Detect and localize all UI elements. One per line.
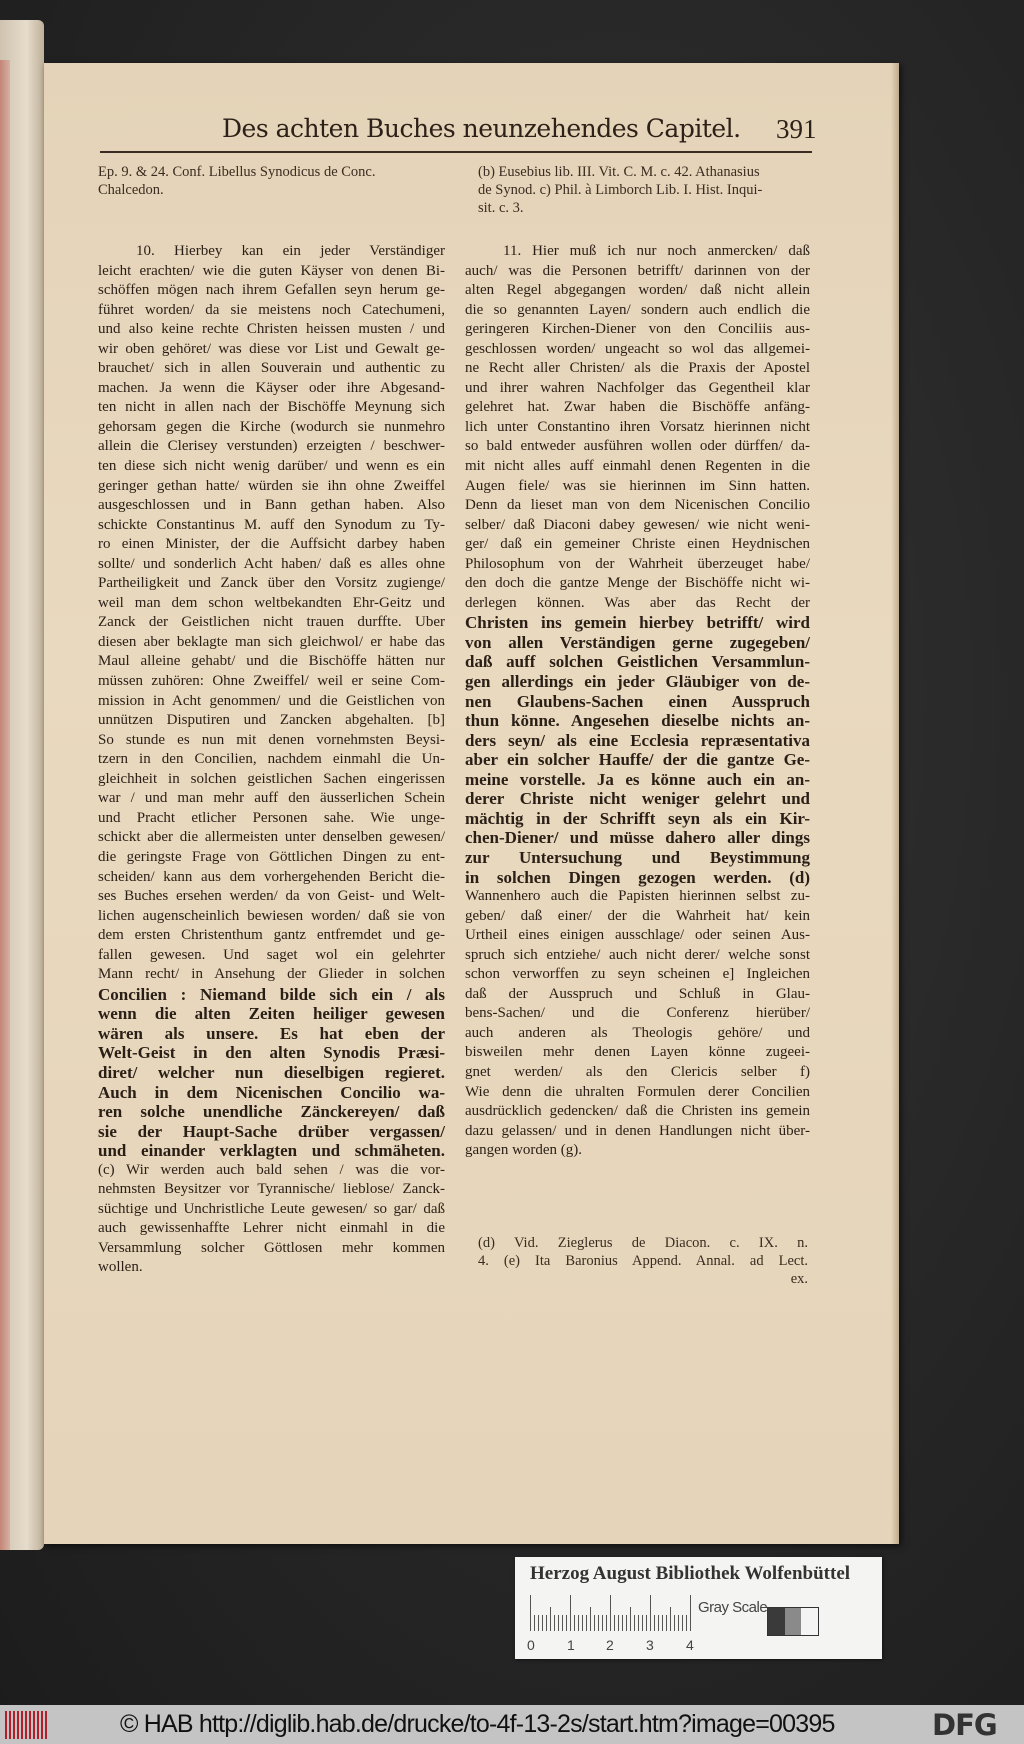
text-line: selber/ daß Diaconi dabey gewesen/ wie nicht weni- — [465, 516, 810, 533]
text-line: 10. Hierbey kan ein jeder Verständiger — [136, 243, 445, 259]
ruler-tick — [646, 1615, 647, 1631]
footnote-line: (b) Eusebius lib. III. Vit. C. M. c. 42. Athanasius — [478, 164, 760, 180]
text-line: wollen. — [98, 1259, 143, 1276]
text-line: Urtheil eines einigen ausschlage/ oder seinen Aus- — [465, 927, 810, 944]
ruler-tick — [658, 1615, 659, 1631]
text-line: und also keine rechte Christen heissen musten / und — [98, 321, 445, 338]
text-line: sollte/ und sonderlich Acht haben/ daß es alles ohne — [98, 555, 445, 572]
text-line: unnützen Disputiren und Zancken abgehalten. [b] — [98, 712, 445, 729]
text-line: thun könne. Angesehen dieselbe nichts an- — [465, 711, 810, 731]
running-head: Des achten Buches neunzehendes Capitel. — [222, 114, 741, 143]
text-line: auch anderen als Theologis gehöre/ und — [465, 1024, 810, 1041]
text-line: Versammlung solcher Göttlosen mehr kommen — [98, 1239, 445, 1256]
text-line: leicht erachten/ wie die guten Käyser von denen Bi- — [98, 262, 445, 279]
ruler-tick — [562, 1615, 563, 1631]
ruler-tick — [634, 1615, 635, 1631]
text-line: die geringste Frage von Göttlichen Dingen zu ent- — [98, 848, 445, 865]
text-line: auch gewissenhaffte Lehrer nicht einmahl in die — [98, 1220, 445, 1237]
text-line: ders seyn/ als eine Ecclesia repræsentativa — [465, 730, 810, 750]
text-line: Wie denn die uhralten Formulen derer Concilien — [465, 1083, 810, 1100]
text-line: wenn die alten Zeiten heiliger gewesen — [98, 1004, 445, 1024]
ruler-tick — [586, 1615, 587, 1631]
text-line: bens-Sachen/ und die Conferenz hierüber/ — [465, 1005, 810, 1022]
text-line: gelehret hat. Zwar haben die Bischöffe anfäng- — [465, 399, 810, 416]
text-line: Zanck der Geistlichen nicht trauen durffte. Uber — [98, 614, 445, 631]
ruler-tick — [642, 1615, 643, 1631]
catchword: ex. — [790, 1271, 808, 1287]
ruler-tick — [574, 1615, 575, 1631]
ruler-tick — [610, 1595, 611, 1631]
text-line: Partheiligkeit und Zanck über den Vorsitz zugienge/ — [98, 575, 445, 592]
gray-swatch — [768, 1608, 785, 1635]
text-line: mächtig in der Schrifft seyn als ein Kir- — [465, 808, 810, 828]
ruler-tick — [682, 1615, 683, 1631]
text-line: gen allerdings ein jeder Gläubiger von de- — [465, 672, 810, 692]
text-line: ausgeschlossen und in Bann gethan haben. Also — [98, 497, 445, 514]
text-line: ausdrücklich gedencken/ daß die Christen ins gemein — [465, 1103, 810, 1120]
gray-swatch — [785, 1608, 802, 1635]
text-line: müssen zuhören: Ohne Zweiffel/ weil er seine Com- — [98, 673, 445, 690]
text-line: chen-Diener/ und müsse dahero aller dings — [465, 828, 810, 848]
ruler-tick — [622, 1615, 623, 1631]
bottom-footnote-right — [478, 1234, 808, 1288]
ruler-tick — [654, 1615, 655, 1631]
ruler-number: 4 — [686, 1637, 694, 1653]
footer-bar — [0, 1705, 1024, 1744]
ruler-number: 0 — [527, 1637, 535, 1653]
text-line: ten diese sich nicht wenig darüber/ und wenn es ein — [98, 458, 445, 475]
text-line: zur Untersuchung und Beystimmung — [465, 847, 810, 867]
ruler-tick — [602, 1615, 603, 1631]
text-line: machen. Ja wenn die Käyser oder ihre Abgesand- — [98, 379, 445, 396]
ruler-tick — [638, 1615, 639, 1631]
gray-swatch — [801, 1608, 818, 1635]
text-line: lichen augenscheinlich bewiesen worden/ daß sie von — [98, 907, 445, 924]
ruler-tick — [530, 1595, 531, 1631]
ruler-tick — [578, 1615, 579, 1631]
ruler-tick — [674, 1615, 675, 1631]
text-line: tzern in den Concilien, nachdem einmahl die Un- — [98, 751, 445, 768]
text-line: Philosophum von der Wahrheit überzeuget habe/ — [465, 555, 810, 572]
text-line: süchtige und Unchristliche Leute gewesen/ so gar/ daß — [98, 1200, 445, 1217]
footnote-line: de Synod. c) Phil. à Limborch Lib. I. Hist. Inqui- — [478, 182, 763, 198]
previous-page-edge — [0, 20, 44, 1550]
text-line: wären als unsere. Es hat eben der — [98, 1023, 445, 1043]
text-line: sie der Haupt-Sache drüber vergassen/ — [98, 1121, 445, 1141]
gray-scale-swatches — [767, 1607, 819, 1636]
ruler-number: 3 — [646, 1637, 654, 1653]
ruler-tick — [598, 1615, 599, 1631]
text-line: die so genannten Layen/ sondern auch endlich die — [465, 301, 810, 318]
text-line: mission in Acht genommen/ und die Geistlichen von — [98, 692, 445, 709]
ruler-tick — [606, 1615, 607, 1631]
text-line: schickte Constantinus M. auff den Synodum zu Ty- — [98, 516, 445, 533]
text-line: und Pracht etlicher Personen sahe. Wie unge- — [98, 809, 445, 826]
right-text-column — [465, 242, 810, 1161]
text-line: daß der Ausspruch und Schluß in Glau- — [465, 985, 810, 1002]
ruler-number: 1 — [567, 1637, 575, 1653]
text-line: geben/ daß einer/ der die Wahrheit hat/ kein — [465, 907, 810, 924]
color-scale-card — [515, 1557, 882, 1659]
page-edge-stain — [0, 60, 10, 1550]
ruler-tick — [554, 1615, 555, 1631]
ruler-tick — [670, 1607, 671, 1631]
ruler-tick — [566, 1615, 567, 1631]
text-line: dazu gelassen/ und in denen Handlungen nicht über- — [465, 1122, 810, 1139]
text-line: scheiden/ kann aus dem vorhergehenden Bericht die- — [98, 868, 445, 885]
ruler-tick — [626, 1615, 627, 1631]
text-line: ger/ daß ein gemeiner Christe einen Heydnischen — [465, 536, 810, 553]
top-footnote-right — [478, 163, 818, 217]
footnote-line: Ep. 9. & 24. Conf. Libellus Synodicus de Conc. — [98, 164, 376, 180]
text-line: Welt-Geist in den alten Synodis Præsi- — [98, 1043, 445, 1063]
text-line: derer Christe nicht weniger gelehrt und — [465, 789, 810, 809]
text-line: mit nicht alles auff einmahl denen Regenten in die — [465, 458, 810, 475]
text-line: wir oben gehöret/ was diese vor List und Gewalt ge- — [98, 340, 445, 357]
text-line: Wannenhero auch die Papisten hierinnen selbst zu- — [465, 888, 810, 905]
top-footnote-left — [98, 163, 448, 199]
text-line: aber ein solcher Hauffe/ der die gantze Ge- — [465, 750, 810, 770]
ruler-tick — [666, 1615, 667, 1631]
ruler-tick — [570, 1595, 571, 1631]
text-line: 11. Hier muß ich nur noch anmercken/ daß — [503, 243, 810, 259]
text-line: schon verworffen zu seyn scheinen e] Ingleichen — [465, 966, 810, 983]
text-line: dem ersten Christenthum gantz entfremdet und ge- — [98, 927, 445, 944]
hab-logo-icon — [5, 1711, 47, 1739]
ruler-tick — [630, 1607, 631, 1631]
dfg-logo: DFG — [932, 1708, 997, 1742]
text-line: und einander verklagten und schmäheten. — [98, 1141, 445, 1161]
ruler-number: 2 — [606, 1637, 614, 1653]
text-line: ro einen Minister, der die Auffsicht darbey haben — [98, 536, 445, 553]
header-rule — [100, 151, 812, 153]
footnote-line: (d) Vid. Zieglerus de Diacon. c. IX. n. — [478, 1235, 808, 1251]
text-line: lich unter Constantino ihren Vorsatz hierinnen nicht — [465, 418, 810, 435]
text-line: alten Regel abgegangen worden/ daß nicht allein — [465, 282, 810, 299]
text-line: gangen worden (g). — [465, 1142, 583, 1159]
text-line: spruch sich entziehe/ auch nicht derer/ welche sonst — [465, 946, 810, 963]
text-line: Maul alleine gehabt/ und die Bischöffe hätten nur — [98, 653, 445, 670]
ruler-tick — [650, 1595, 651, 1631]
text-line: geschlossen worden/ ungeacht so wol das allgemei- — [465, 340, 810, 357]
text-line: nehmsten Beysitzer vor Tyrannische/ lieblose/ Zanck- — [98, 1181, 445, 1198]
left-text-column — [98, 242, 445, 1278]
ruler-tick — [590, 1607, 591, 1631]
library-name: Herzog August Bibliothek Wolfenbüttel — [530, 1563, 851, 1584]
ruler-tick — [550, 1607, 551, 1631]
text-line: schickt aber die allermeisten unter denselben gewesen/ — [98, 829, 445, 846]
text-line: geringer gethan hatte/ würden sie ihn ohne Zweiffel — [98, 477, 445, 494]
text-line: Mann recht/ in Ansehung der Glieder in solchen — [98, 966, 445, 983]
ruler — [530, 1595, 690, 1631]
text-line: schöffen mögen nach ihrem Gefallen seyn herum ge- — [98, 282, 445, 299]
text-line: fallen gewesen. Und saget wol ein gelehrter — [98, 946, 445, 963]
text-line: Christen ins gemein hierbey betrifft/ wird — [465, 613, 810, 633]
text-line: bisweilen mehr denen Layen könne zugeei- — [465, 1044, 810, 1061]
text-line: Concilien : Niemand bilde sich ein / als — [98, 984, 445, 1004]
text-line: und ihrer wahren Nachfolger das Gegentheil klar — [465, 379, 810, 396]
text-line: geringeren Kirchen-Diener von den Conciliis aus- — [465, 321, 810, 338]
text-line: ten nicht in allen nach der Bischöffe Meynung sich — [98, 399, 445, 416]
text-line: brauchet/ sich in allen Souverain und authentic zu — [98, 360, 445, 377]
ruler-tick — [662, 1615, 663, 1631]
ruler-tick — [558, 1615, 559, 1631]
text-line: nen Glaubens-Sachen einen Ausspruch — [465, 691, 810, 711]
text-line: gleichheit in solchen geistlichen Sachen eingerissen — [98, 770, 445, 787]
text-line: So stunde es nun mit denen vornehmsten Beysi- — [98, 731, 445, 748]
ruler-tick — [618, 1615, 619, 1631]
footnote-line: sit. c. 3. — [478, 200, 524, 216]
text-line: führet worden/ da sie meistens noch Catechumeni, — [98, 301, 445, 318]
text-line: weil man dem schon weltbekandten Ehr-Geitz und — [98, 594, 445, 611]
text-line: gnet werden/ als den Clericis selber f) — [465, 1063, 810, 1080]
text-line: auch/ was die Personen betrifft/ darinnen von der — [465, 262, 810, 279]
text-line: ses Buches ersehen werden/ da von Geist- und Welt- — [98, 888, 445, 905]
ruler-tick — [582, 1615, 583, 1631]
text-line: gehorsam gegen die Kirche (wodurch sie nunmehro — [98, 418, 445, 435]
text-line: ren solche unendliche Zänckereyen/ daß — [98, 1102, 445, 1122]
text-line: daß auff solchen Geistlichen Versammlun- — [465, 652, 810, 672]
text-line: von allen Verständigen gerne zugegeben/ — [465, 632, 810, 652]
text-line: meine vorstelle. Ja es könne auch ein an- — [465, 769, 810, 789]
footnote-line: Chalcedon. — [98, 182, 164, 198]
text-line: ne Recht aller Christen/ als die Praxis der Apostel — [465, 360, 810, 377]
text-line: den doch die gantze Menge der Bischöffe nicht wi- — [465, 575, 810, 592]
ruler-tick — [542, 1615, 543, 1631]
ruler-tick — [690, 1595, 691, 1631]
text-line: war / und man mehr auff den äusserlichen Schein — [98, 790, 445, 807]
ruler-tick — [594, 1615, 595, 1631]
text-line: in solchen Dingen gezogen werden. (d) — [465, 867, 810, 887]
text-line: so bald entweder ausführen wollen oder dürffen/ da- — [465, 438, 810, 455]
text-line: derlegen können. Was aber das Recht der — [465, 594, 810, 611]
text-line: Denn da lieset man von dem Nicenischen Concilio — [465, 497, 810, 514]
text-line: Augen fiele/ was sie hierinnen im Sinn hatten. — [465, 477, 810, 494]
text-line: (c) Wir werden auch bald sehen / was die vor- — [98, 1161, 445, 1178]
page-number: 391 — [776, 114, 817, 144]
text-line: Auch in dem Nicenischen Concilio wa- — [98, 1082, 445, 1102]
ruler-tick — [686, 1615, 687, 1631]
text-line: diesen aber beklagte man sich gleichwol/ er habe das — [98, 633, 445, 650]
gray-scale-label: Gray Scale — [698, 1599, 768, 1616]
ruler-tick — [546, 1615, 547, 1631]
ruler-tick — [534, 1615, 535, 1631]
ruler-tick — [678, 1615, 679, 1631]
ruler-tick — [614, 1615, 615, 1631]
text-line: diret/ welcher nun dieselbigen regieret. — [98, 1062, 445, 1082]
source-url[interactable]: © HAB http://diglib.hab.de/drucke/to-4f-13-2s/start.htm?image=00395 — [120, 1710, 835, 1738]
ruler-tick — [538, 1615, 539, 1631]
text-line: allein die Clerisey verstunden) erzeigten / beschwer- — [98, 438, 445, 455]
footnote-line: 4. (e) Ita Baronius Append. Annal. ad Lect. — [478, 1253, 808, 1269]
